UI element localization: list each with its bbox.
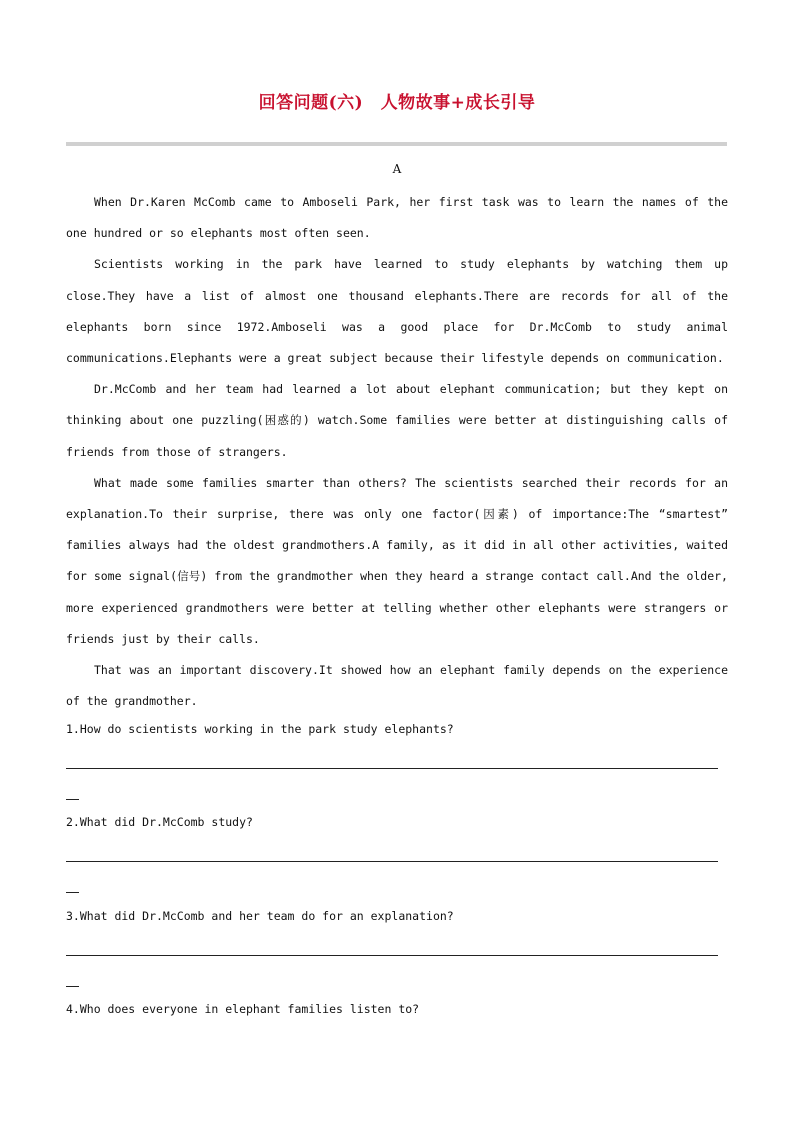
page-title: 回答问题(六) 人物故事+成长引导 [258, 93, 536, 113]
paragraph: That was an important discovery.It showed how an elephant family depends on the experience of the grandmother. [66, 663, 728, 709]
question-2: 2.What did Dr.McComb study? [66, 815, 253, 829]
paragraph: Dr.McComb and her team had learned a lot about elephant communication; but they kept on thinking about one puzzling(困惑的) watch.Some families were better at distinguishing calls of friends from those of strangers. [66, 382, 728, 459]
paragraph: What made some families smarter than others? The scientists searched their records for an explanation.To their surprise, there was only one factor(因素) of importance:The “smartest” families always had the oldest grandmothers.A family, as it did in all other activities, waited for some signal(信号) from the grandmother when they heard a strange contact call.And the older, more experienced grandmothers were better at telling whether other elephants were strangers or friends just by their calls. [66, 475, 728, 646]
answer-line-1-end [66, 799, 79, 800]
answer-line-3[interactable] [66, 955, 718, 956]
answer-line-1[interactable] [66, 768, 718, 769]
title-divider [66, 142, 727, 146]
question-3: 3.What did Dr.McComb and her team do for an explanation? [66, 909, 454, 923]
reading-passage [66, 187, 728, 717]
answer-line-3-end [66, 986, 79, 987]
paragraph: Scientists working in the park have learned to study elephants by watching them up close.They have a list of almost one thousand elephants.There are records for all of the elephants born since 1972.Amboseli was a good place for Dr.McComb to study animal communications.Elephants were a great subject because their lifestyle depends on communication. [66, 257, 728, 366]
answer-line-2-end [66, 892, 79, 893]
question-4: 4.Who does everyone in elephant families listen to? [66, 1002, 420, 1016]
section-label: A [392, 162, 402, 176]
question-1: 1.How do scientists working in the park study elephants? [66, 722, 454, 736]
paragraph: When Dr.Karen McComb came to Amboseli Park, her first task was to learn the names of the one hundred or so elephants most often seen. [66, 195, 728, 241]
answer-line-2[interactable] [66, 861, 718, 862]
